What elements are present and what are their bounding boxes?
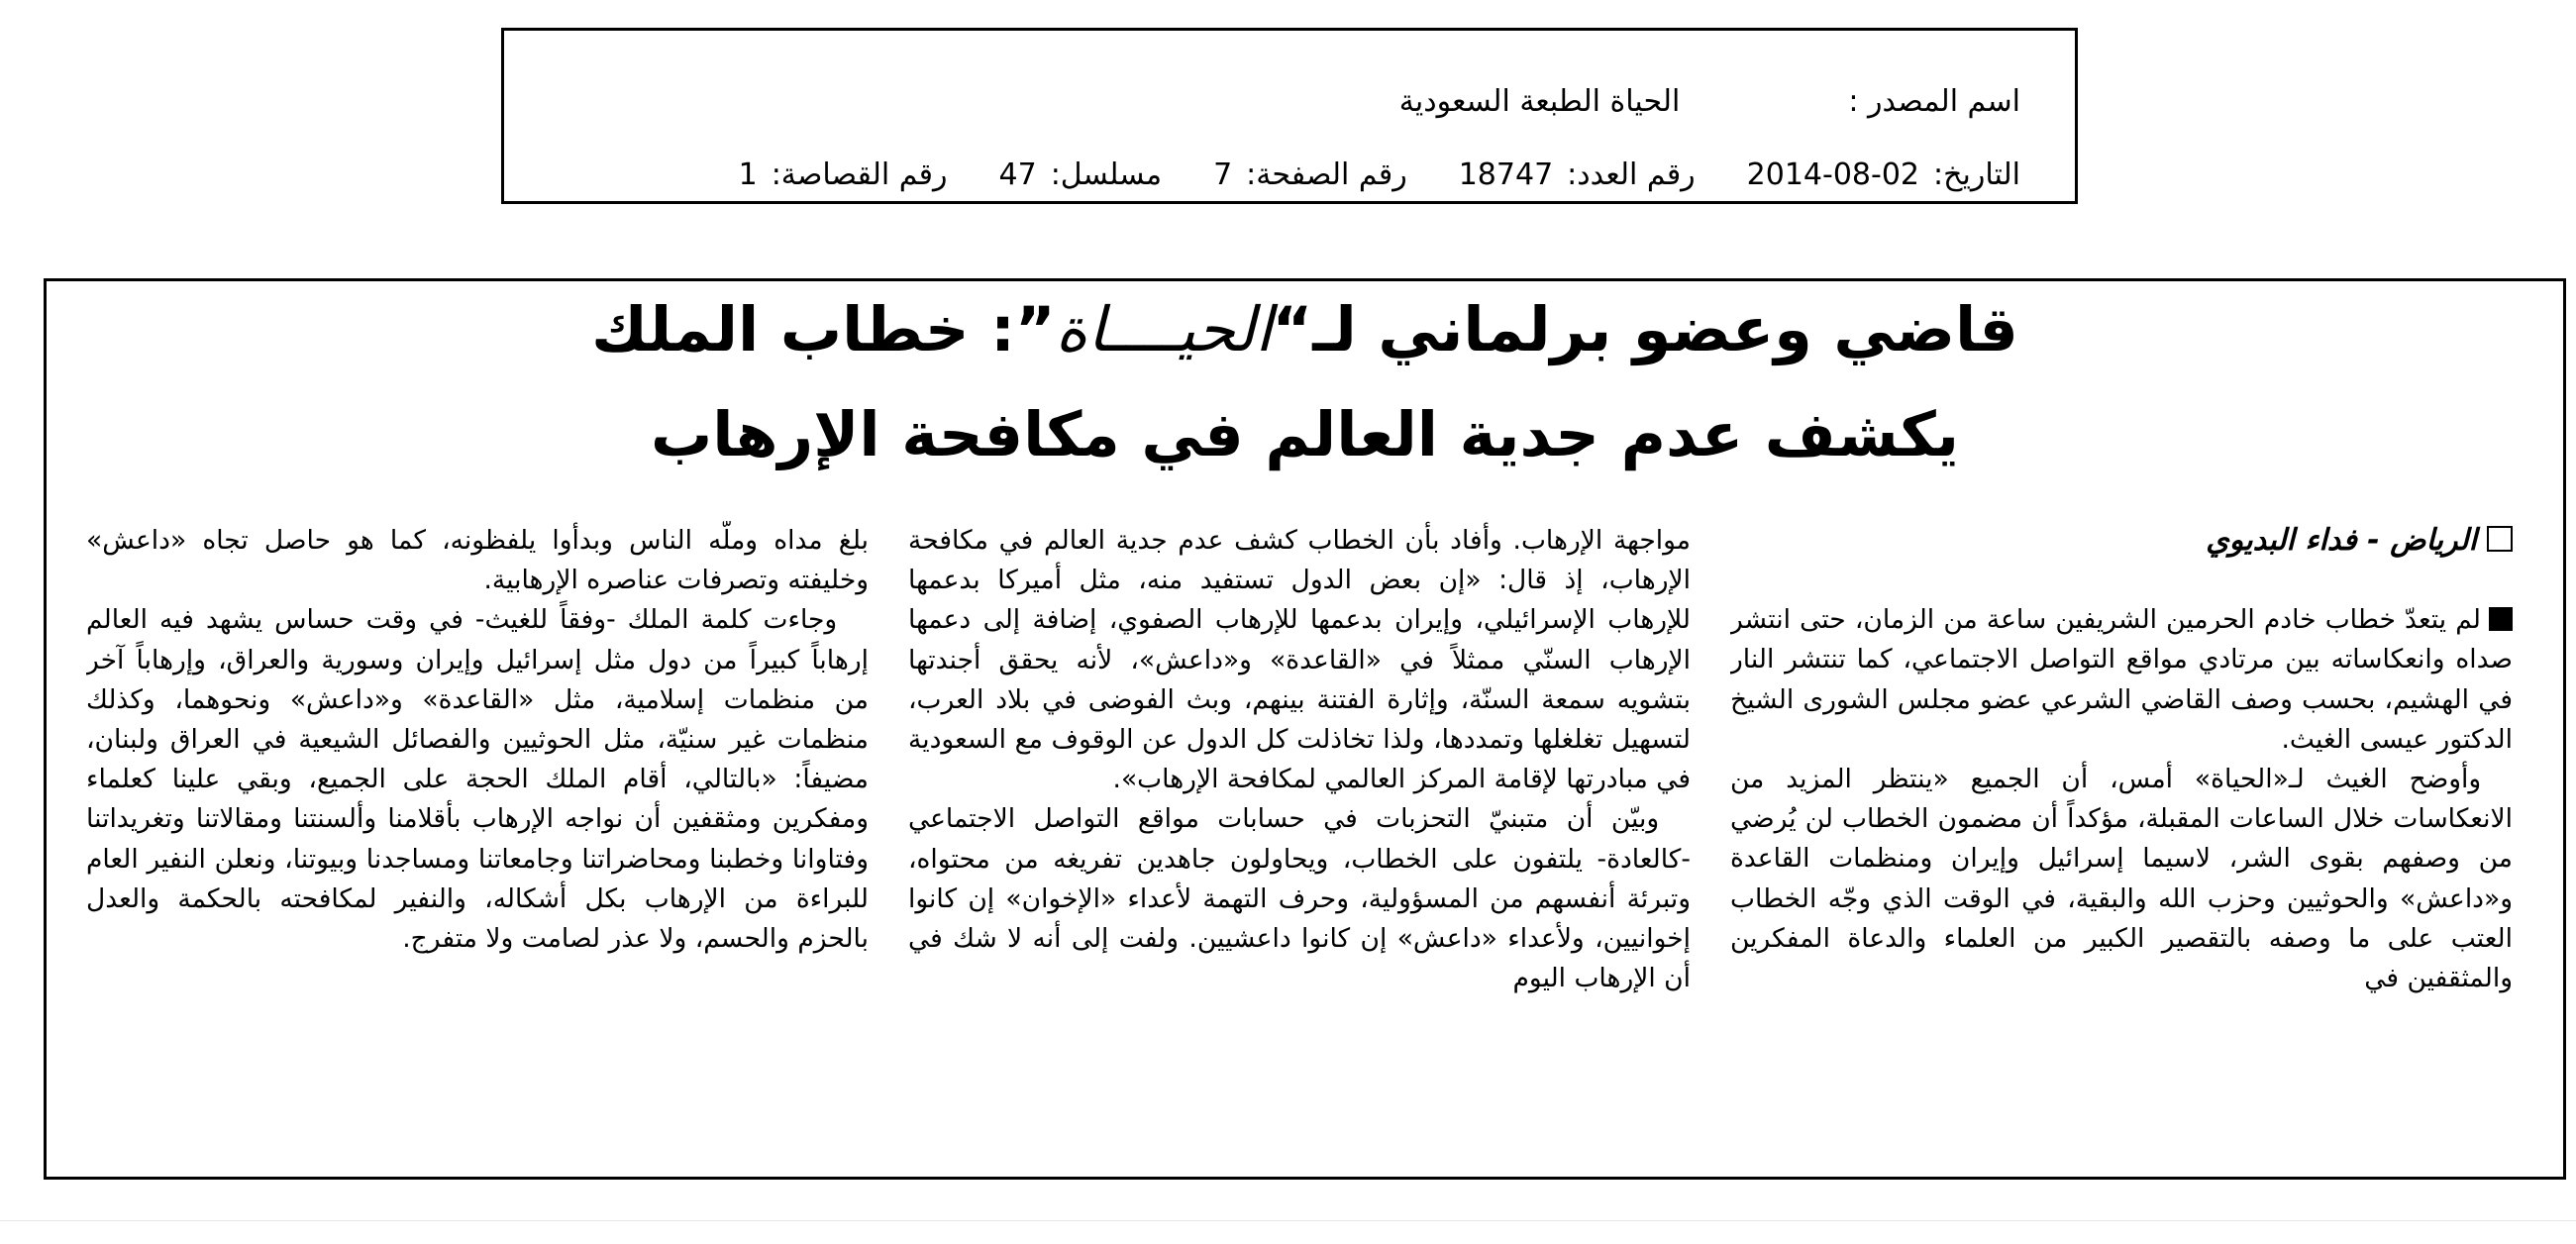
date-value: 2014-08-02: [1746, 156, 1920, 192]
newspaper-name: الحيــــاة: [1055, 293, 1273, 365]
details-row: [524, 150, 2020, 199]
source-value: الحياة الطبعة السعودية: [1398, 83, 1681, 119]
paragraph: وبيّن أن متبنيّ التحزبات في حسابات مواقع التواصل الاجتماعي -كالعادة- يلتفون على الخطاب، ويحاولون جاهدين تفريغه من محتواه، وتبرئة أنفسهم من المسؤولية، وحرف التهمة لأعداء «الإخوان» إن كانوا إخوانيين، ولأعداء «داعش» إن كانوا داعشيين. ولفت إلى أنه لا شك في أن الإرهاب اليوم: [908, 803, 1691, 994]
headline-line-2: يكشف عدم جدية العالم في مكافحة الإرهاب: [650, 398, 1960, 470]
clipping-info-box: [501, 28, 2078, 204]
article-column-1: [1730, 521, 2513, 1155]
issue-value: 18747: [1458, 156, 1554, 192]
serial-value: 47: [998, 156, 1037, 192]
filled-square-icon: [2489, 607, 2513, 631]
headline-part-1: قاضي وعضو برلماني لـ“: [1272, 293, 2018, 365]
clip-field: [739, 157, 948, 192]
page-field: [1213, 157, 1407, 192]
source-label: اسم المصدر :: [1848, 83, 2020, 119]
paragraph: بلغ مداه وملّه الناس وبدأوا يلفظونه، كما هو حاصل تجاه «داعش» وخليفته وتصرفات عناصره الإرهابية.: [86, 525, 869, 596]
article-column-2: [908, 521, 1691, 1155]
page-divider: [0, 1220, 2576, 1221]
issue-label: رقم العدد:: [1567, 156, 1696, 192]
headline-line-1: [106, 293, 2504, 365]
date-field: [1747, 157, 2020, 192]
paragraph: وأوضح الغيث لـ«الحياة» أمس، أن الجميع «ينتظر المزيد من الانعكاسات خلال الساعات المقبلة، مؤكداً أن مضمون الخطاب لن يُرضي من وصفهم بقوى الشر، لاسيما إسرائيل وإيران ومنظمات القاعدة و«داعش» والحوثيين وحزب الله والبقية، في الوقت الذي وجّه الخطاب العتب على ما وصفه بالتقصير الكبير من العلماء والدعاة المفكرين والمثقفين في: [1730, 764, 2513, 994]
date-label: التاريخ:: [1933, 156, 2020, 192]
byline-text: الرياض - فداء البديوي: [2206, 523, 2477, 558]
serial-label: مسلسل:: [1050, 156, 1163, 192]
paragraph: مواجهة الإرهاب. وأفاد بأن الخطاب كشف عدم جدية العالم في مكافحة الإرهاب، إذ قال: «إن بعض الدول تستفيد منه، مثل أميركا بدعمها للإرهاب الإسرائيلي، وإيران بدعمها للإرهاب الصفوي، إضافة إلى دعمها الإرهاب السنّي ممثلاً في «القاعدة» و«داعش»، لأنه يحقق أجندتها بتشويه سمعة السنّة، وإثارة الفتنة بينهم، وبث الفوضى في بلاد العرب، لتسهيل تغلغلها وتمددها، ولذا تخاذلت كل الدول عن الوقوف مع السعودية في مبادرتها لإقامة المركز العالمي لمكافحة الإرهاب».: [908, 525, 1691, 795]
page-label: رقم الصفحة:: [1246, 156, 1407, 192]
article-column-3: [86, 521, 869, 1155]
issue-field: [1459, 157, 1696, 192]
page-value: 7: [1213, 156, 1233, 192]
paragraph: [1730, 600, 2513, 760]
hollow-square-icon: [2487, 526, 2513, 552]
paragraph: وجاءت كلمة الملك -وفقاً للغيث- في وقت حساس يشهد فيه العالم إرهاباً كبيراً من دول مثل إسرائيل وإيران وسورية والعراق، وإرهاباً آخر من منظمات إسلامية، مثل «القاعدة» و«داعش» ونحوهما، وكذلك منظمات غير سنيّة، مثل الحوثيين والفصائل الشيعية في العراق ولبنان، مضيفاً: «بالتالي، أقام الملك الحجة على الجميع، وبقي علينا كعلماء ومفكرين ومثقفين أن نواجه الإرهاب بأقلامنا وألسنتنا ومقالاتنا وتغريداتنا وفتاوانا وخطبنا ومحاضراتنا وجامعاتنا ومساجدنا وبيوتنا، ونعلن النفير العام للبراءة من الإرهاب بكل أشكاله، والنفير لمكافحته بالحكمة والعدل بالحزم والحسم، ولا عذر لصامت ولا متفرج.: [86, 604, 869, 955]
article-clipping: [44, 278, 2566, 1180]
clip-label: رقم القصاصة:: [771, 156, 948, 192]
paragraph-text: لم يتعدّ خطاب خادم الحرمين الشريفين ساعة من الزمان، حتى انتشر صداه وانعكاساته بين مرتادي مواقع التواصل الاجتماعي، كما تنتشر النار في الهشيم، بحسب وصف القاضي الشرعي عضو مجلس الشورى الشيخ الدكتور عيسى الغيث.: [1730, 604, 2513, 755]
headline-part-2: ”: خطاب الملك: [591, 293, 1056, 365]
source-row: [524, 76, 2020, 126]
serial-field: [999, 157, 1163, 192]
clip-value: 1: [738, 156, 758, 192]
byline: [1730, 521, 2513, 561]
